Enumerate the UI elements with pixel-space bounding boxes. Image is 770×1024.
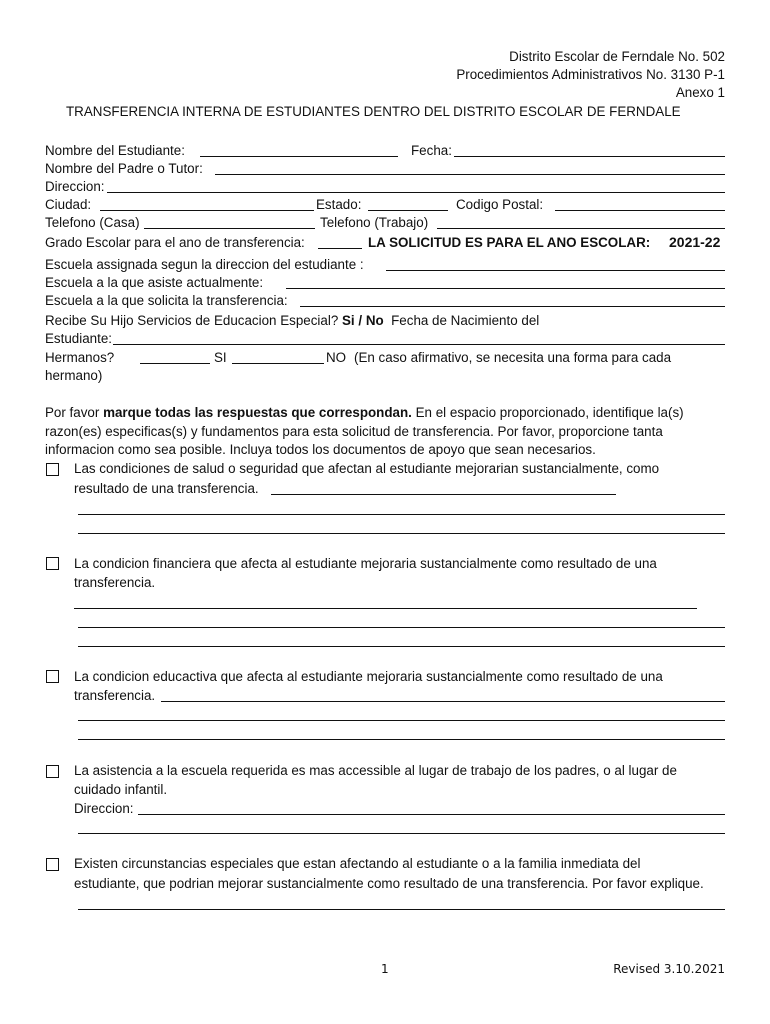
phone-work-label: Telefono (Trabajo) [320, 215, 429, 230]
birth-date-label: Fecha de Nacimiento del [391, 313, 540, 328]
date-label: Fecha: [411, 143, 452, 158]
reason-educational-field[interactable] [161, 701, 725, 702]
reason-educational-line[interactable] [78, 720, 725, 721]
request-year-value: 2021-22 [669, 234, 721, 250]
city-field[interactable] [100, 210, 314, 211]
instructions-line-1: Por favor marque todas las respuestas que correspondan. En el espacio proporcionado, identifique la(s) [45, 405, 684, 420]
reason-educational-text: La condicion educactiva que afecta al estudiante mejoraria sustancialmente como resultado de una [74, 669, 663, 684]
special-ed-row [45, 312, 539, 330]
state-label: Estado: [316, 197, 362, 212]
reason-special-checkbox[interactable] [46, 858, 59, 871]
reason-health-checkbox[interactable] [46, 463, 59, 476]
instructions-line-3: informacion como sea posible. Incluya todos los documentos de apoyo que sean necesarios. [45, 442, 596, 457]
reason-financial-text: La condicion financiera que afecta al estudiante mejoraria sustancialmente como resultado de una [74, 556, 657, 571]
request-year-label: LA SOLICITUD ES PARA EL ANO ESCOLAR: [368, 235, 651, 250]
reason-educational-checkbox[interactable] [46, 670, 59, 683]
reason-workplace-text: La asistencia a la escuela requerida es mas accessible al lugar de trabajo de los padres, o al lugar de [74, 763, 677, 778]
reason-financial-text-2: transferencia. [74, 575, 156, 590]
special-ed-label: Recibe Su Hijo Servicios de Educacion Especial? [45, 313, 339, 328]
parent-name-label: Nombre del Padre o Tutor: [45, 161, 203, 176]
revision-date: Revised 3.10.2021 [613, 962, 725, 976]
current-school-label: Escuela a la que asiste actualmente: [45, 275, 264, 290]
zip-label: Codigo Postal: [456, 197, 544, 212]
reason-special-line[interactable] [78, 909, 725, 910]
siblings-label: Hermanos? [45, 350, 115, 365]
current-school-field[interactable] [286, 288, 725, 289]
birth-date-field[interactable] [113, 344, 725, 345]
phone-home-label: Telefono (Casa) [45, 215, 140, 230]
requested-school-field[interactable] [300, 306, 725, 307]
date-field[interactable] [454, 156, 725, 157]
student-birthdate-label: Estudiante: [45, 331, 112, 346]
reason-special-text-2: estudiante, que podrian mejorar sustancialmente como resultado de una transferencia. Por favor explique. [74, 876, 704, 891]
student-name-label: Nombre del Estudiante: [45, 143, 185, 158]
reason-health-text: Las condiciones de salud o seguridad que afectan al estudiante mejorarian sustancialmente, como [74, 461, 660, 476]
siblings-no-label: NO [326, 350, 347, 365]
reason-workplace-line[interactable] [78, 833, 725, 834]
address-label: Direccion: [45, 179, 105, 194]
reason-health-field[interactable] [271, 494, 616, 495]
form-title: TRANSFERENCIA INTERNA DE ESTUDIANTES DENTRO DEL DISTRITO ESCOLAR DE FERNDALE [66, 104, 681, 119]
address-field[interactable] [107, 192, 725, 193]
page-number: 1 [381, 962, 389, 976]
reason-educational-line[interactable] [78, 739, 725, 740]
grade-field[interactable] [318, 248, 362, 249]
parent-name-field[interactable] [215, 174, 725, 175]
annex-label: Anexo 1 [675, 85, 725, 100]
requested-school-label: Escuela a la que solicita la transferencia: [45, 293, 288, 308]
district-name: Distrito Escolar de Ferndale No. 502 [509, 49, 725, 64]
reason-health-line[interactable] [78, 514, 725, 515]
reason-financial-line[interactable] [74, 608, 697, 609]
reason-educational-text-2: transferencia. [74, 688, 156, 703]
state-field[interactable] [368, 210, 448, 211]
reason-workplace-text-2: cuidado infantil. [74, 782, 168, 797]
siblings-note-cont: hermano) [45, 368, 103, 383]
siblings-no-field[interactable] [232, 363, 324, 364]
assigned-school-label: Escuela assignada segun la direccion del estudiante : [45, 257, 364, 272]
siblings-si-label: SI [214, 350, 227, 365]
reason-financial-checkbox[interactable] [46, 557, 59, 570]
zip-field[interactable] [555, 210, 725, 211]
siblings-si-field[interactable] [140, 363, 210, 364]
procedures-number: Procedimientos Administrativos No. 3130 P-1 [456, 67, 725, 82]
reason-workplace-address-field[interactable] [138, 814, 725, 815]
reason-workplace-address-label: Direccion: [74, 801, 134, 816]
city-label: Ciudad: [45, 197, 92, 212]
special-ed-options[interactable]: Si / No [342, 313, 384, 328]
reason-health-text-2: resultado de una transferencia. [74, 481, 259, 496]
reason-special-text: Existen circunstancias especiales que estan afectando al estudiante o a la familia inmediata del [74, 856, 641, 871]
reason-financial-line[interactable] [78, 627, 725, 628]
grade-label: Grado Escolar para el ano de transferencia: [45, 235, 305, 250]
siblings-note: (En caso afirmativo, se necesita una forma para cada [354, 350, 672, 365]
reason-health-line[interactable] [78, 533, 725, 534]
phone-work-field[interactable] [437, 228, 725, 229]
instructions-line-2: razon(es) especificas(s) y fundamentos para esta solicitud de transferencia. Por favor, proporcione tanta [45, 424, 663, 439]
reason-workplace-checkbox[interactable] [46, 765, 59, 778]
assigned-school-field[interactable] [386, 270, 725, 271]
phone-home-field[interactable] [144, 228, 315, 229]
student-name-field[interactable] [200, 156, 398, 157]
reason-financial-line[interactable] [78, 646, 725, 647]
